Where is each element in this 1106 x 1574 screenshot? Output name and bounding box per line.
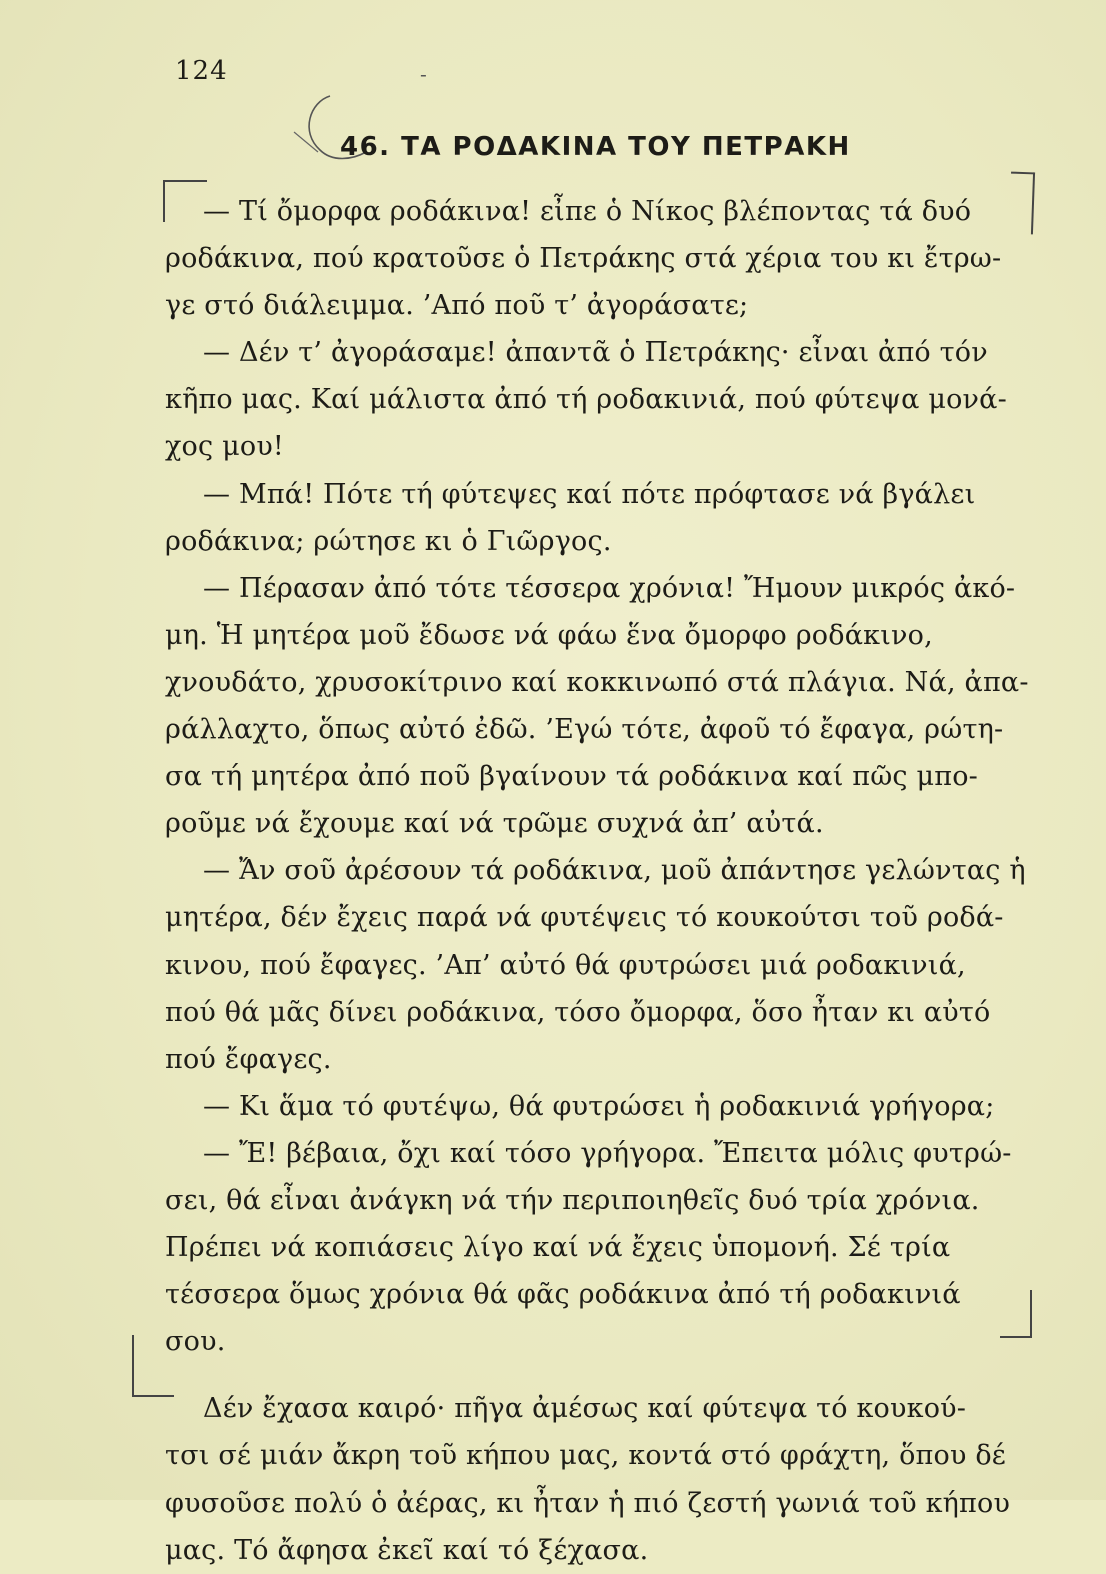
text-line: μη. Ἡ μητέρα μοῦ ἔδωσε νά φάω ἕνα ὄμορφο ροδάκινο, [165, 619, 933, 651]
text-line: — Ἄν σοῦ ἀρέσουν τά ροδάκινα, μοῦ ἀπάντησε γελώντας ἡ [203, 855, 1026, 887]
text-line: τσι σέ μιάν ἄκρη τοῦ κήπου μας, κοντά στό φράχτη, ὅπου δέ [165, 1440, 1006, 1472]
text-line: κινου, πού ἔφαγες. ’Απ’ αὐτό θά φυτρώσει μιά ροδακινιά, [165, 949, 966, 981]
text-line: πού θά μᾶς δίνει ροδάκινα, τόσο ὄμορφα, ὅσο ἦταν κι αὐτό [165, 996, 991, 1028]
paragraph-gap [165, 1365, 1015, 1385]
stray-mark: - [420, 62, 427, 86]
text-line: — Τί ὄμορφα ροδάκινα! εἶπε ὁ Νίκος βλέποντας τά δυό [203, 196, 972, 227]
text-line: — Δέν τ’ ἀγοράσαμε! ἀπαντᾶ ὁ Πετράκης· εἶναι ἀπό τόν [203, 337, 988, 369]
text-line: — Ἔ! βέβαια, ὄχι καί τόσο γρήγορα. Ἔπειτα μόλις φυτρώ- [203, 1137, 1012, 1169]
page-number: 124 [175, 56, 228, 86]
text-line: μας. Τό ἄφησα ἐκεῖ καί τό ξέχασα. [165, 1534, 649, 1566]
text-line: φυσοῦσε πολύ ὁ ἀέρας, κι ἦταν ἡ πιό ζεστή γωνιά τοῦ κήπου [165, 1487, 1011, 1519]
text-line: — Μπά! Πότε τή φύτεψες καί πότε πρόφτασε νά βγάλει [203, 478, 976, 510]
text-line: σου. [165, 1326, 226, 1358]
text-line: — Πέρασαν ἀπό τότε τέσσερα χρόνια! Ἤμουν μικρός ἀκό- [203, 572, 1016, 604]
text-line: ροδάκινα; ρώτησε κι ὁ Γιῶργος. [165, 525, 612, 557]
text-line: χος μου! [165, 431, 284, 463]
text-line: ροῦμε νά ἔχουμε καί νά τρῶμε συχνά ἀπ’ αὐτά. [165, 808, 824, 840]
text-line: σει, θά εἶναι ἀνάγκη νά τήν περιποιηθεῖς δυό τρία χρόνια. [165, 1184, 980, 1216]
text-line: ροδάκινα, πού κρατοῦσε ὁ Πετράκης στά χέρια του κι ἔτρω- [165, 243, 1002, 275]
text-line: Δέν ἔχασα καιρό· πῆγα ἀμέσως καί φύτεψα τό κουκού- [203, 1393, 967, 1425]
text-line: — Κι ἅμα τό φυτέψω, θά φυτρώσει ἡ ροδακινιά γρήγορα; [203, 1090, 995, 1122]
text-line: τέσσερα ὅμως χρόνια θά φᾶς ροδάκινα ἀπό τή ροδακινιά [165, 1279, 961, 1311]
text-line: γε στό διάλειμμα. ’Από ποῦ τ’ ἀγοράσατε; [165, 290, 749, 322]
text-line: πού ἔφαγες. [165, 1043, 332, 1075]
chapter-title: 46. ΤΑ ΡΟΔΑΚΙΝΑ ΤΟΥ ΠΕΤΡΑΚΗ [340, 132, 851, 162]
text-line: κῆπο μας. Καί μάλιστα ἀπό τή ροδακινιά, πού φύτεψα μονά- [165, 384, 1007, 416]
text-line: χνουδάτο, χρυσοκίτρινο καί κοκκινωπό στά πλάγια. Νά, ἀπα- [165, 666, 1029, 698]
text-line: ράλλαχτο, ὅπως αὐτό ἐδῶ. ’Εγώ τότε, ἀφοῦ τό ἔφαγα, ρώτη- [165, 714, 1004, 746]
text-line: σα τή μητέρα ἀπό ποῦ βγαίνουν τά ροδάκινα καί πῶς μπο- [165, 761, 979, 793]
text-line: Πρέπει νά κοπιάσεις λίγο καί νά ἔχεις ὑπομονή. Σέ τρία [165, 1232, 951, 1264]
text-line: μητέρα, δέν ἔχεις παρά νά φυτέψεις τό κουκούτσι τοῦ ροδά- [165, 902, 1004, 934]
body-text [165, 188, 1029, 1574]
